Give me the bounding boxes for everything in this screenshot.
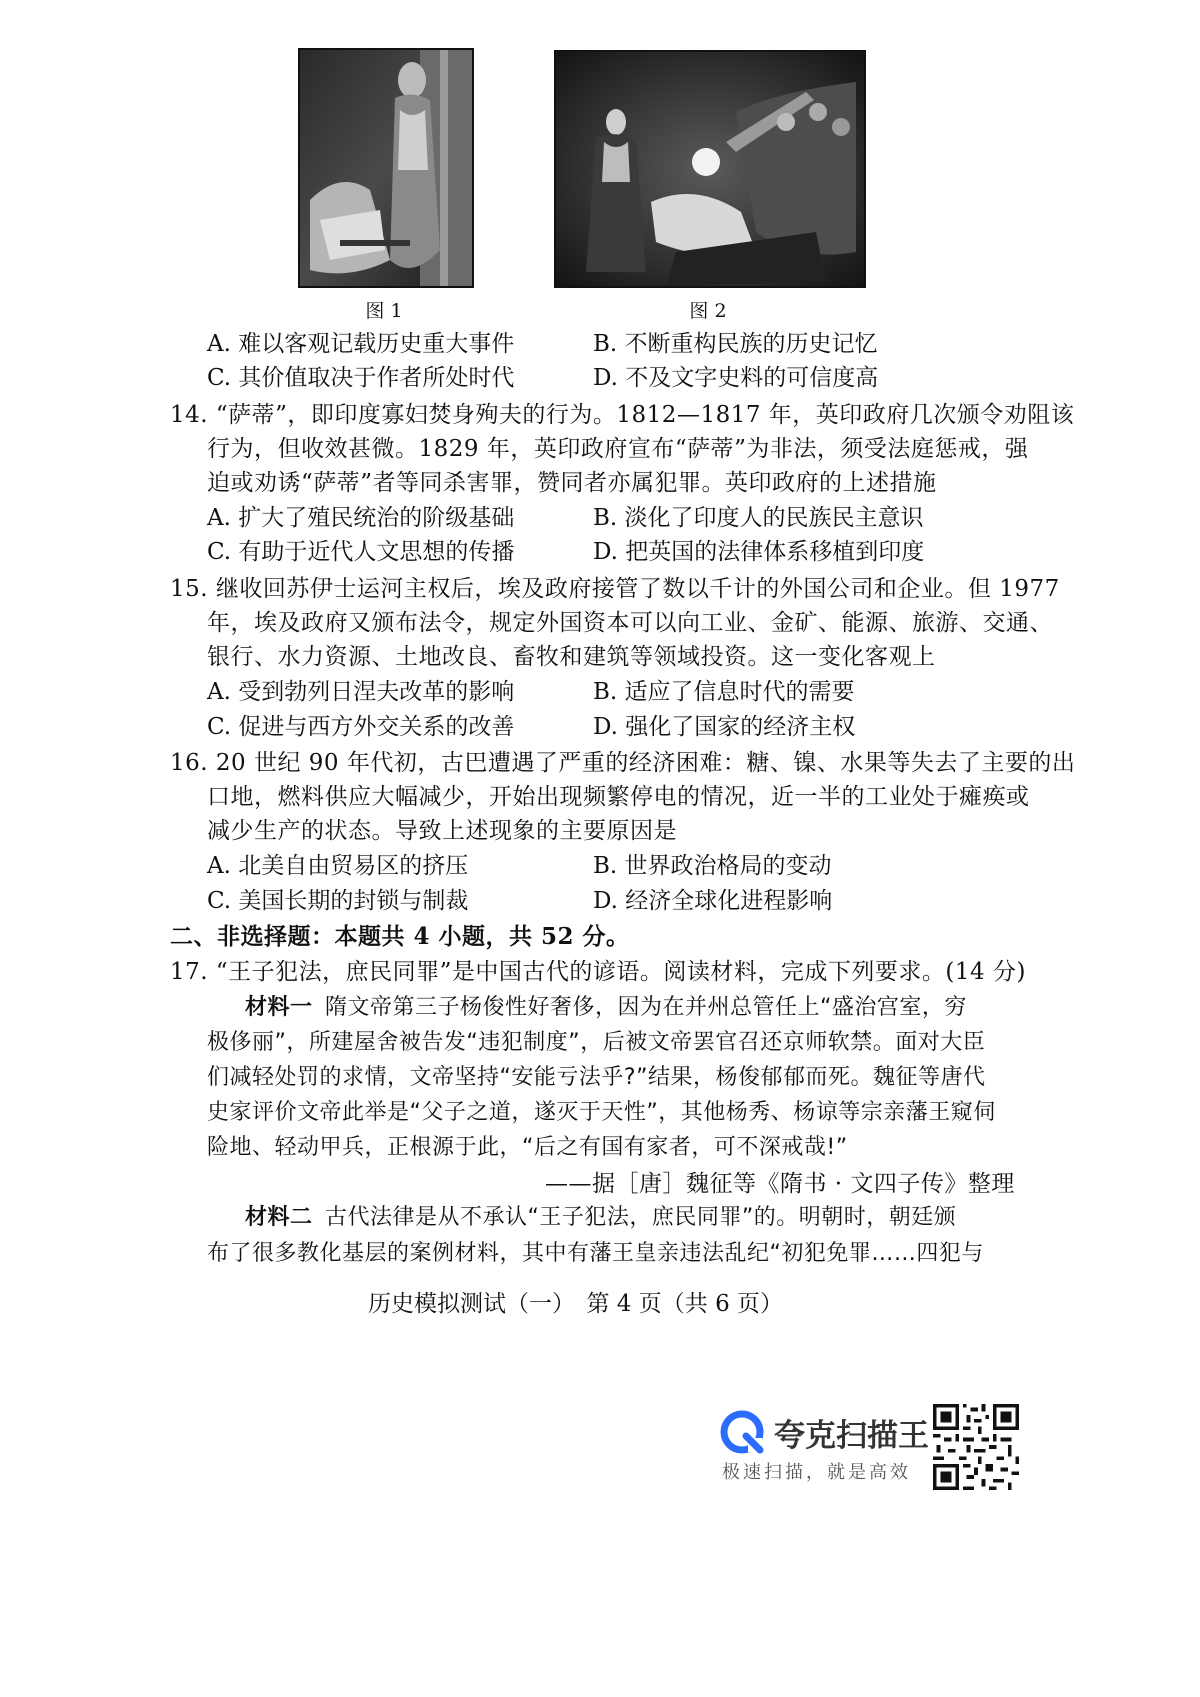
q17-material-1-line-2: 极侈丽”，所建屋舍被告发“违犯制度”，后被文帝罢官召还京师软禁。面对大臣 — [207, 1030, 986, 1055]
q14-stem-line-1: 14. “萨蒂”，即印度寡妇焚身殉夫的行为。1812—1817 年，英印政府几次颁令劝阻该 — [170, 402, 1075, 428]
q14-stem-line-3: 迫或劝诱“萨蒂”者等同杀害罪，赞同者亦属犯罪。英印政府的上述措施 — [207, 470, 937, 496]
q17-material-1-source: ——据［唐］魏征等《隋书 · 文四子传》整理 — [545, 1171, 1015, 1197]
figure-2-caption: 图 2 — [689, 300, 727, 322]
section-2-heading: 二、非选择题：本题共 4 小题，共 52 分。 — [170, 923, 630, 950]
q17-material-1-line-5: 险地、轻动甲兵，正根源于此，“后之有国有家者，可不深戒哉!” — [207, 1135, 848, 1160]
figure-2-illustration — [556, 52, 864, 286]
figure-2-image — [554, 50, 866, 288]
figure-1-illustration — [300, 50, 472, 286]
q15-stem-line-1: 15. 继收回苏伊士运河主权后，埃及政府接管了数以千计的外国公司和企业。但 1977 — [170, 576, 1060, 602]
q17-stem: 17. “王子犯法，庶民同罪”是中国古代的谚语。阅读材料，完成下列要求。(14 分) — [170, 959, 1026, 985]
q17-material-2-line-1: 古代法律是从不承认“王子犯法，庶民同罪”的。明朝时，朝廷颁 — [325, 1205, 957, 1230]
q15-option-c: C. 促进与西方外交关系的改善 — [207, 714, 515, 740]
q14-option-d: D. 把英国的法律体系移植到印度 — [593, 539, 925, 565]
q17-material-1-line-3: 们减轻处罚的求情，文帝坚持“安能亏法乎?”结果，杨俊郁郁而死。魏征等唐代 — [207, 1065, 986, 1090]
q17-material-1-label: 材料一 — [245, 995, 313, 1020]
q16-option-a: A. 北美自由贸易区的挤压 — [207, 853, 469, 879]
quark-logo-icon — [720, 1410, 764, 1454]
page-footer: 历史模拟测试（一） 第 4 页（共 6 页） — [368, 1291, 784, 1317]
q15-option-a: A. 受到勃列日涅夫改革的影响 — [207, 679, 515, 705]
q13-option-b: B. 不断重构民族的历史记忆 — [593, 331, 878, 357]
q17-material-1-line-1: 隋文帝第三子杨俊性好奢侈，因为在并州总管任上“盛治宫室，穷 — [325, 995, 967, 1020]
figure-1-caption: 图 1 — [365, 300, 403, 322]
q16-stem-line-3: 减少生产的状态。导致上述现象的主要原因是 — [207, 818, 677, 844]
q15-stem-line-3: 银行、水力资源、土地改良、畜牧和建筑等领域投资。这一变化客观上 — [207, 644, 936, 670]
q13-option-a: A. 难以客观记载历史重大事件 — [207, 331, 515, 357]
q17-material-2-label: 材料二 — [245, 1205, 313, 1230]
q14-option-a: A. 扩大了殖民统治的阶级基础 — [207, 505, 515, 531]
watermark-brand: 夸克扫描王 — [774, 1418, 929, 1454]
q14-option-b: B. 淡化了印度人的民族民主意识 — [593, 505, 924, 531]
q13-option-c: C. 其价值取决于作者所处时代 — [207, 365, 515, 391]
qr-code-icon — [930, 1404, 1022, 1490]
q15-option-b: B. 适应了信息时代的需要 — [593, 679, 855, 705]
figure-1-image — [298, 48, 474, 288]
q14-stem-line-2: 行为，但收效甚微。1829 年，英印政府宣布“萨蒂”为非法，须受法庭惩戒，强 — [207, 436, 1029, 462]
q17-material-1-line-4: 史家评价文帝此举是“父子之道，遂灭于天性”，其他杨秀、杨谅等宗亲藩王窥伺 — [207, 1100, 996, 1125]
q16-stem-line-2: 口地，燃料供应大幅减少，开始出现频繁停电的情况，近一半的工业处于瘫痪或 — [207, 784, 1030, 810]
q16-option-b: B. 世界政治格局的变动 — [593, 853, 832, 879]
q17-material-2-line-2: 布了很多教化基层的案例材料，其中有藩王皇亲违法乱纪“初犯免罪……四犯与 — [207, 1241, 984, 1266]
q16-option-c: C. 美国长期的封锁与制裁 — [207, 888, 469, 914]
q13-option-d: D. 不及文字史料的可信度高 — [593, 365, 879, 391]
q14-option-c: C. 有助于近代人文思想的传播 — [207, 539, 515, 565]
watermark-slogan: 极速扫描，就是高效 — [722, 1462, 911, 1483]
q16-option-d: D. 经济全球化进程影响 — [593, 888, 833, 914]
q15-stem-line-2: 年，埃及政府又颁布法令，规定外国资本可以向工业、金矿、能源、旅游、交通、 — [207, 610, 1053, 636]
q15-option-d: D. 强化了国家的经济主权 — [593, 714, 856, 740]
q16-stem-line-1: 16. 20 世纪 90 年代初，古巴遭遇了严重的经济困难：糖、镍、水果等失去了主要的出 — [170, 750, 1076, 776]
